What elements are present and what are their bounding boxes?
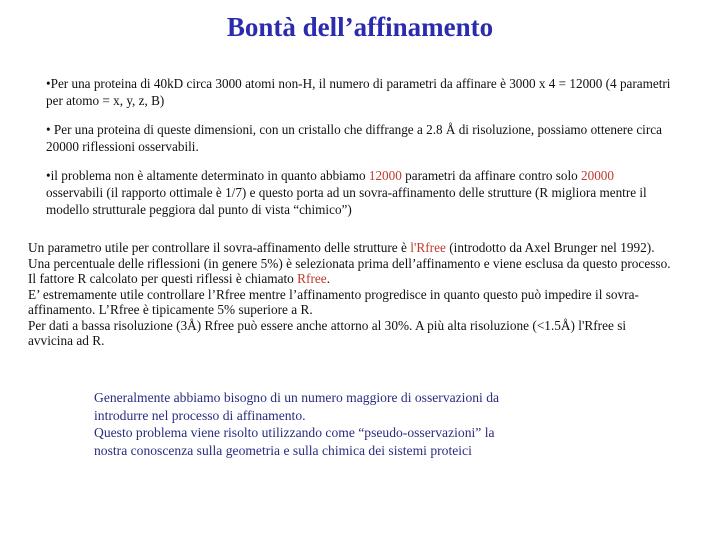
bottom-line-1: Generalmente abbiamo bisogno di un numero maggiore di osservazioni da (94, 390, 500, 405)
rfree-line-1 (28, 240, 713, 256)
bullet-overfitting-text-3: osservabili (il rapporto ottimale è 1/7) e questo porta ad un sovra-affinamento delle strutture (R migliora mentre il modello strutturale peggiora dal punto di vista “chimico”) (46, 185, 647, 217)
bullet-reflections: • Per una proteina di queste dimensioni, con un cristallo che diffrange a 2.8 Å di risoluzione, possiamo ottenere circa 20000 riflessioni osservabili. (46, 122, 662, 154)
rfree-line-2: Una percentuale delle riflessioni (in genere 5%) è selezionata prima dell’affinamento e viene esclusa da questo processo. (28, 255, 671, 271)
rfree-line-5: affinamento. L’Rfree è tipicamente 5% superiore a R. (28, 302, 313, 317)
page-title: Bontà dell’affinamento (226, 12, 494, 42)
highlight-parameters-count: 12000 (368, 168, 402, 183)
bottom-line-3: Questo problema viene risolto utilizzando come “pseudo-osservazioni” la (94, 425, 495, 440)
rfree-paragraph (28, 240, 713, 349)
bottom-line-2: introdurre nel processo di affinamento. (94, 407, 306, 423)
rfree-line-4: E’ estremamente utile controllare l’Rfree mentre l’affinamento progredisce in quanto questo può impedire il sovra- (28, 286, 639, 302)
pseudo-observations-paragraph (94, 389, 594, 459)
bullet-overfitting (46, 167, 671, 218)
rfree-line-7: avvicina ad R. (28, 333, 105, 348)
rfree-line-1-a: Un parametro utile per controllare il sovra-affinamento delle strutture è (28, 240, 411, 255)
rfree-line-3 (28, 271, 713, 287)
rfree-line-3-b: . (326, 271, 331, 286)
rfree-line-1-b: (introdotto da Axel Brunger nel 1992). (445, 240, 655, 255)
bottom-line-4: nostra conoscenza sulla geometria e sulla chimica dei sistemi proteici (94, 442, 472, 458)
bullet-parameters: •Per una proteina di 40kD circa 3000 atomi non-H, il numero di parametri da affinare è 3000 x 4 = 12000 (4 parametri per atomo = x, y, z, B) (46, 76, 671, 108)
highlight-observables-count: 20000 (581, 168, 614, 183)
rfree-highlight-1: l'Rfree (410, 240, 446, 255)
bullet-overfitting-text-2: parametri da affinare contro solo (401, 168, 582, 183)
bullet-overfitting-text-1: •il problema non è altamente determinato in quanto abbiamo (46, 168, 369, 183)
rfree-line-6: Per dati a bassa risoluzione (3Å) Rfree può essere anche attorno al 30%. A più alta risoluzione (<1.5Å) l'Rfree si (28, 317, 627, 333)
bullet-list (46, 75, 671, 230)
rfree-line-3-a: Il fattore R calcolato per questi riflessi è chiamato (28, 271, 298, 286)
rfree-highlight-2: Rfree (297, 271, 327, 286)
